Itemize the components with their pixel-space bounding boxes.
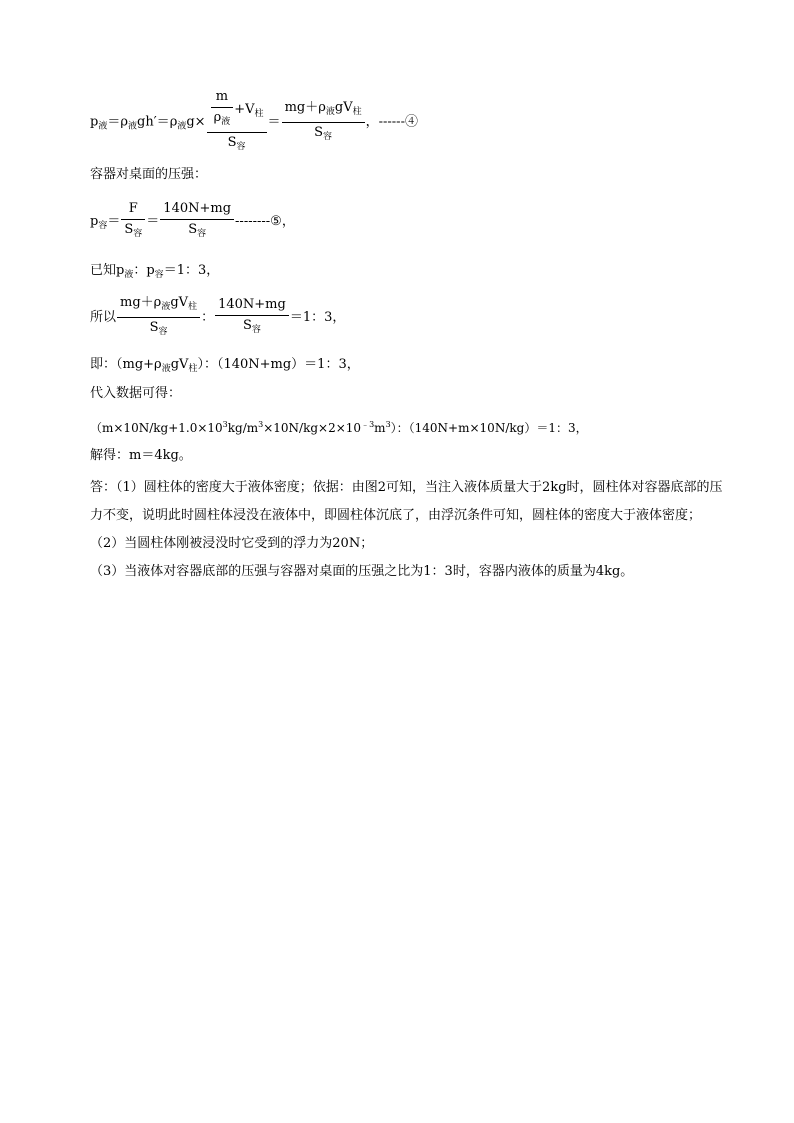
eq3-fraction2: [215, 296, 289, 339]
text-substitute-label: 代入数据可得：: [90, 386, 182, 401]
eq2-f1-num: F: [121, 200, 145, 220]
eq1-rho: ρ: [120, 114, 129, 130]
eq1-inner-den-sub: 液: [221, 117, 231, 127]
eq1-fraction2: [282, 99, 365, 146]
eq1-f2-den: S: [314, 124, 324, 140]
eq3-f1-num-sub2: 柱: [188, 302, 198, 312]
eq2-f2-num: 140N+mg: [160, 200, 234, 220]
eq1-mid: gh′＝: [137, 114, 170, 130]
line3-b-sub: 容: [154, 270, 164, 280]
eq3-f2-den-sub: 容: [251, 325, 261, 335]
line4-b-sub: 柱: [188, 364, 198, 374]
eq2-f1-den-sub: 容: [133, 229, 143, 239]
line3-a-sub: 液: [124, 270, 134, 280]
answer-part-1: 答：（1）圆柱体的密度大于液体密度；依据：由图2可知，当注入液体质量大于2kg时，圆柱体对容器底部的压力不变，说明此时圆柱体浸没在液体中，即圆柱体沉底了，由浮沉条件可知，圆柱体的密度大于液体密度；: [90, 480, 723, 523]
eq2-lhs-sub: 容: [98, 221, 108, 231]
eq2-equals2: ＝: [146, 214, 160, 229]
eq2-f1-den: S: [124, 222, 134, 237]
answer-part-2: （2）当圆柱体刚被浸没时它受到的浮力为20N；: [90, 536, 374, 551]
line6-d: m: [374, 421, 386, 435]
line6-b: kg/m: [227, 421, 259, 435]
eq2-f2-den-sub: 容: [197, 229, 207, 239]
text-known-ratio: [90, 262, 219, 284]
line6-c: ×10N/kg×2×10: [263, 421, 362, 435]
line4-c: ）：（140N+mg）＝1：3，: [197, 357, 360, 372]
eq1-f2-num-a: mg＋ρ: [284, 99, 326, 115]
eq1-rho2: ρ: [169, 114, 178, 130]
line3-a: 已知p: [90, 263, 125, 278]
eq1-f2-num-sub: 液: [325, 106, 335, 117]
eq2-fraction1: [121, 200, 145, 243]
line4-a-sub: 液: [161, 364, 171, 374]
eq1-f2-num-b: gV: [334, 99, 353, 115]
line3-c: ＝1：3，: [163, 263, 220, 278]
eq1-lhs: p: [90, 114, 99, 130]
line4-b: gV: [170, 357, 189, 372]
eq1-inner-den: ρ: [213, 110, 222, 125]
equation-substituted: [90, 416, 588, 437]
eq1-g-times: g×: [186, 114, 206, 130]
eq3-f2-den: S: [242, 318, 252, 333]
eq3-f1-den-sub: 容: [158, 327, 168, 337]
eq3-fraction1: [117, 294, 200, 341]
line6-a: （m×10N/kg+1.0×10: [90, 421, 223, 435]
eq3-pre: 所以: [90, 310, 117, 325]
text-container-pressure-label: 容器对桌面的压强：: [90, 167, 208, 182]
answer-block: [90, 474, 730, 586]
equation-liquid-pressure: [90, 88, 418, 156]
eq3-f1-num-b: gV: [170, 295, 189, 310]
equation-container-pressure: [90, 200, 295, 243]
eq1-rho2-sub: 液: [177, 121, 187, 132]
eq2-equals: ＝: [107, 214, 121, 229]
eq1-lhs-sub: 液: [98, 121, 108, 132]
answer-part-3: （3）当液体对容器底部的压强与容器对桌面的压强之比为1：3时，容器内液体的质量为4kg。: [90, 564, 634, 579]
eq1-big-den: S: [227, 135, 237, 150]
eq1-plus-v-sub: 柱: [254, 109, 264, 119]
eq1-rho-sub: 液: [128, 121, 138, 132]
eq2-tail: --------⑤，: [235, 214, 295, 229]
eq1-big-fraction: [207, 88, 267, 156]
eq1-f2-den-sub: 容: [323, 131, 333, 142]
eq1-big-den-sub: 容: [236, 142, 246, 152]
eq1-equals2: ＝: [267, 114, 281, 130]
line3-b: ：p: [133, 263, 155, 278]
eq1-inner-num: m: [211, 88, 234, 108]
equation-ratio: [90, 294, 345, 341]
eq3-f2-num: 140N+mg: [215, 296, 289, 316]
eq1-tail: ，------④: [365, 114, 418, 130]
eq3-f1-num-sub: 液: [161, 302, 171, 312]
line6-sup1: 3: [222, 420, 228, 429]
text-solution: 解得：m＝4kg。: [90, 448, 192, 463]
text-ratio-expanded: [90, 356, 360, 378]
eq1-f2-num-sub2: 柱: [352, 106, 362, 117]
eq2-fraction2: [160, 200, 234, 243]
eq1-plus-v: +V: [234, 102, 255, 117]
eq3-tail: ＝1：3，: [289, 310, 346, 325]
line6-sup4: 3: [385, 420, 391, 429]
line6-sup3: ﹣3: [361, 420, 375, 429]
eq3-colon: ：: [201, 310, 215, 325]
line6-sup2: 3: [258, 420, 264, 429]
eq3-f1-den: S: [149, 320, 159, 335]
eq3-f1-num-a: mg＋ρ: [120, 295, 162, 310]
eq1-inner-fraction: [211, 88, 234, 131]
eq1-equals: ＝: [107, 114, 121, 130]
line6-e: ）：（140N+m×10N/kg）＝1：3，: [390, 421, 588, 435]
eq2-lhs: p: [90, 214, 99, 229]
eq2-f2-den: S: [188, 222, 198, 237]
line4-a: 即：（mg+ρ: [90, 357, 162, 372]
